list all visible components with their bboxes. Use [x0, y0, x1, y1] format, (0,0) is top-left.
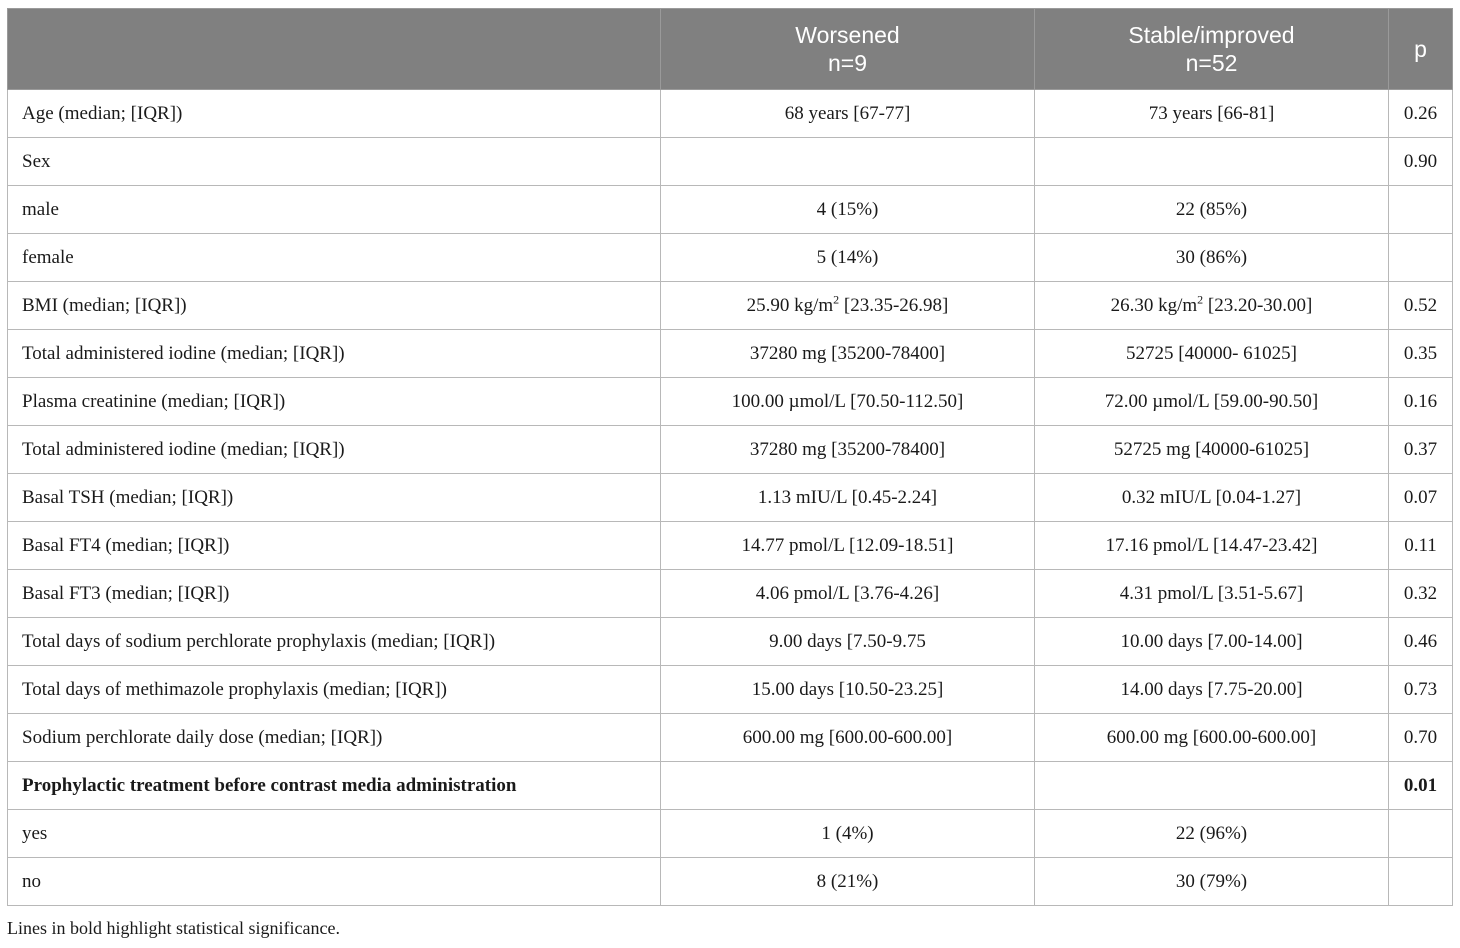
p-value-cell: 0.73 — [1389, 666, 1453, 714]
stable-cell: 14.00 days [7.75-20.00] — [1035, 666, 1389, 714]
header-stable-n: n=52 — [1185, 50, 1238, 76]
header-stable — [1035, 9, 1389, 90]
stable-cell: 52725 [40000- 61025] — [1035, 330, 1389, 378]
table-row — [8, 762, 1453, 810]
worsened-cell — [661, 282, 1035, 330]
worsened-cell: 4 (15%) — [661, 186, 1035, 234]
table-row — [8, 858, 1453, 906]
stable-cell: 30 (79%) — [1035, 858, 1389, 906]
stable-cell: 4.31 pmol/L [3.51-5.67] — [1035, 570, 1389, 618]
table-row — [8, 138, 1453, 186]
table-row — [8, 282, 1453, 330]
worsened-cell — [661, 138, 1035, 186]
header-worsened-n: n=9 — [827, 50, 867, 76]
row-label: Basal TSH (median; [IQR]) — [8, 474, 661, 522]
stable-cell: 10.00 days [7.00-14.00] — [1035, 618, 1389, 666]
stable-cell: 17.16 pmol/L [14.47-23.42] — [1035, 522, 1389, 570]
stable-cell: 0.32 mIU/L [0.04-1.27] — [1035, 474, 1389, 522]
header-variable — [8, 9, 661, 90]
stable-cell: 73 years [66-81] — [1035, 90, 1389, 138]
table-row — [8, 186, 1453, 234]
table-row — [8, 618, 1453, 666]
p-value-cell: 0.01 — [1389, 762, 1453, 810]
worsened-cell: 1.13 mIU/L [0.45-2.24] — [661, 474, 1035, 522]
stable-cell — [1035, 762, 1389, 810]
row-label: Sodium perchlorate daily dose (median; [IQR]) — [8, 714, 661, 762]
stable-cell — [1035, 282, 1389, 330]
table-row — [8, 330, 1453, 378]
worsened-cell — [661, 762, 1035, 810]
table-row — [8, 810, 1453, 858]
p-value-cell: 0.11 — [1389, 522, 1453, 570]
worsened-cell: 37280 mg [35200-78400] — [661, 426, 1035, 474]
row-label: Sex — [8, 138, 661, 186]
table-row — [8, 522, 1453, 570]
stable-cell — [1035, 138, 1389, 186]
table-body — [8, 90, 1453, 906]
worsened-cell: 68 years [67-77] — [661, 90, 1035, 138]
table-footnote: Lines in bold highlight statistical significance. — [7, 918, 340, 938]
p-value-cell: 0.37 — [1389, 426, 1453, 474]
row-label: male — [8, 186, 661, 234]
superscript: 2 — [1197, 292, 1204, 307]
stable-cell: 22 (96%) — [1035, 810, 1389, 858]
table-row — [8, 474, 1453, 522]
table-row — [8, 234, 1453, 282]
row-label: Total days of methimazole prophylaxis (median; [IQR]) — [8, 666, 661, 714]
row-label: Total administered iodine (median; [IQR]) — [8, 426, 661, 474]
row-label: Basal FT4 (median; [IQR]) — [8, 522, 661, 570]
row-label: BMI (median; [IQR]) — [8, 282, 661, 330]
stable-cell: 72.00 µmol/L [59.00-90.50] — [1035, 378, 1389, 426]
row-label: Age (median; [IQR]) — [8, 90, 661, 138]
worsened-cell: 100.00 µmol/L [70.50-112.50] — [661, 378, 1035, 426]
p-value-cell: 0.16 — [1389, 378, 1453, 426]
table-row — [8, 378, 1453, 426]
table-row — [8, 714, 1453, 762]
row-label: Prophylactic treatment before contrast media administration — [8, 762, 661, 810]
p-value-cell: 0.52 — [1389, 282, 1453, 330]
superscript: 2 — [833, 292, 840, 307]
stable-cell: 52725 mg [40000-61025] — [1035, 426, 1389, 474]
worsened-cell: 9.00 days [7.50-9.75 — [661, 618, 1035, 666]
data-table-container — [7, 8, 1452, 906]
row-label: yes — [8, 810, 661, 858]
comparison-table — [7, 8, 1453, 906]
value-range-text: [23.20-30.00] — [1203, 294, 1313, 316]
table-row — [8, 90, 1453, 138]
row-label: Total days of sodium perchlorate prophylaxis (median; [IQR]) — [8, 618, 661, 666]
value-range-text: [23.35-26.98] — [839, 294, 949, 316]
value-text: 26.30 kg/m — [1110, 294, 1198, 316]
header-worsened — [661, 9, 1035, 90]
header-p-value: p — [1389, 9, 1453, 90]
row-label: Basal FT3 (median; [IQR]) — [8, 570, 661, 618]
value-text: 25.90 kg/m — [746, 294, 834, 316]
worsened-cell: 14.77 pmol/L [12.09-18.51] — [661, 522, 1035, 570]
table-row — [8, 570, 1453, 618]
worsened-cell: 600.00 mg [600.00-600.00] — [661, 714, 1035, 762]
row-label: no — [8, 858, 661, 906]
p-value-cell: 0.26 — [1389, 90, 1453, 138]
p-value-cell: 0.46 — [1389, 618, 1453, 666]
row-label: Plasma creatinine (median; [IQR]) — [8, 378, 661, 426]
p-value-cell — [1389, 858, 1453, 906]
worsened-cell: 1 (4%) — [661, 810, 1035, 858]
row-label: female — [8, 234, 661, 282]
worsened-cell: 5 (14%) — [661, 234, 1035, 282]
p-value-cell — [1389, 810, 1453, 858]
p-value-cell — [1389, 186, 1453, 234]
table-row — [8, 426, 1453, 474]
worsened-cell: 8 (21%) — [661, 858, 1035, 906]
header-row — [8, 9, 1453, 90]
p-value-cell: 0.07 — [1389, 474, 1453, 522]
stable-cell: 30 (86%) — [1035, 234, 1389, 282]
stable-cell: 22 (85%) — [1035, 186, 1389, 234]
p-value-cell: 0.35 — [1389, 330, 1453, 378]
worsened-cell: 37280 mg [35200-78400] — [661, 330, 1035, 378]
header-stable-title: Stable/improved — [1128, 22, 1295, 48]
worsened-cell: 4.06 pmol/L [3.76-4.26] — [661, 570, 1035, 618]
p-value-cell — [1389, 234, 1453, 282]
p-value-cell: 0.32 — [1389, 570, 1453, 618]
p-value-cell: 0.90 — [1389, 138, 1453, 186]
stable-cell: 600.00 mg [600.00-600.00] — [1035, 714, 1389, 762]
worsened-cell: 15.00 days [10.50-23.25] — [661, 666, 1035, 714]
row-label: Total administered iodine (median; [IQR]) — [8, 330, 661, 378]
header-worsened-title: Worsened — [795, 22, 900, 48]
p-value-cell: 0.70 — [1389, 714, 1453, 762]
table-row — [8, 666, 1453, 714]
